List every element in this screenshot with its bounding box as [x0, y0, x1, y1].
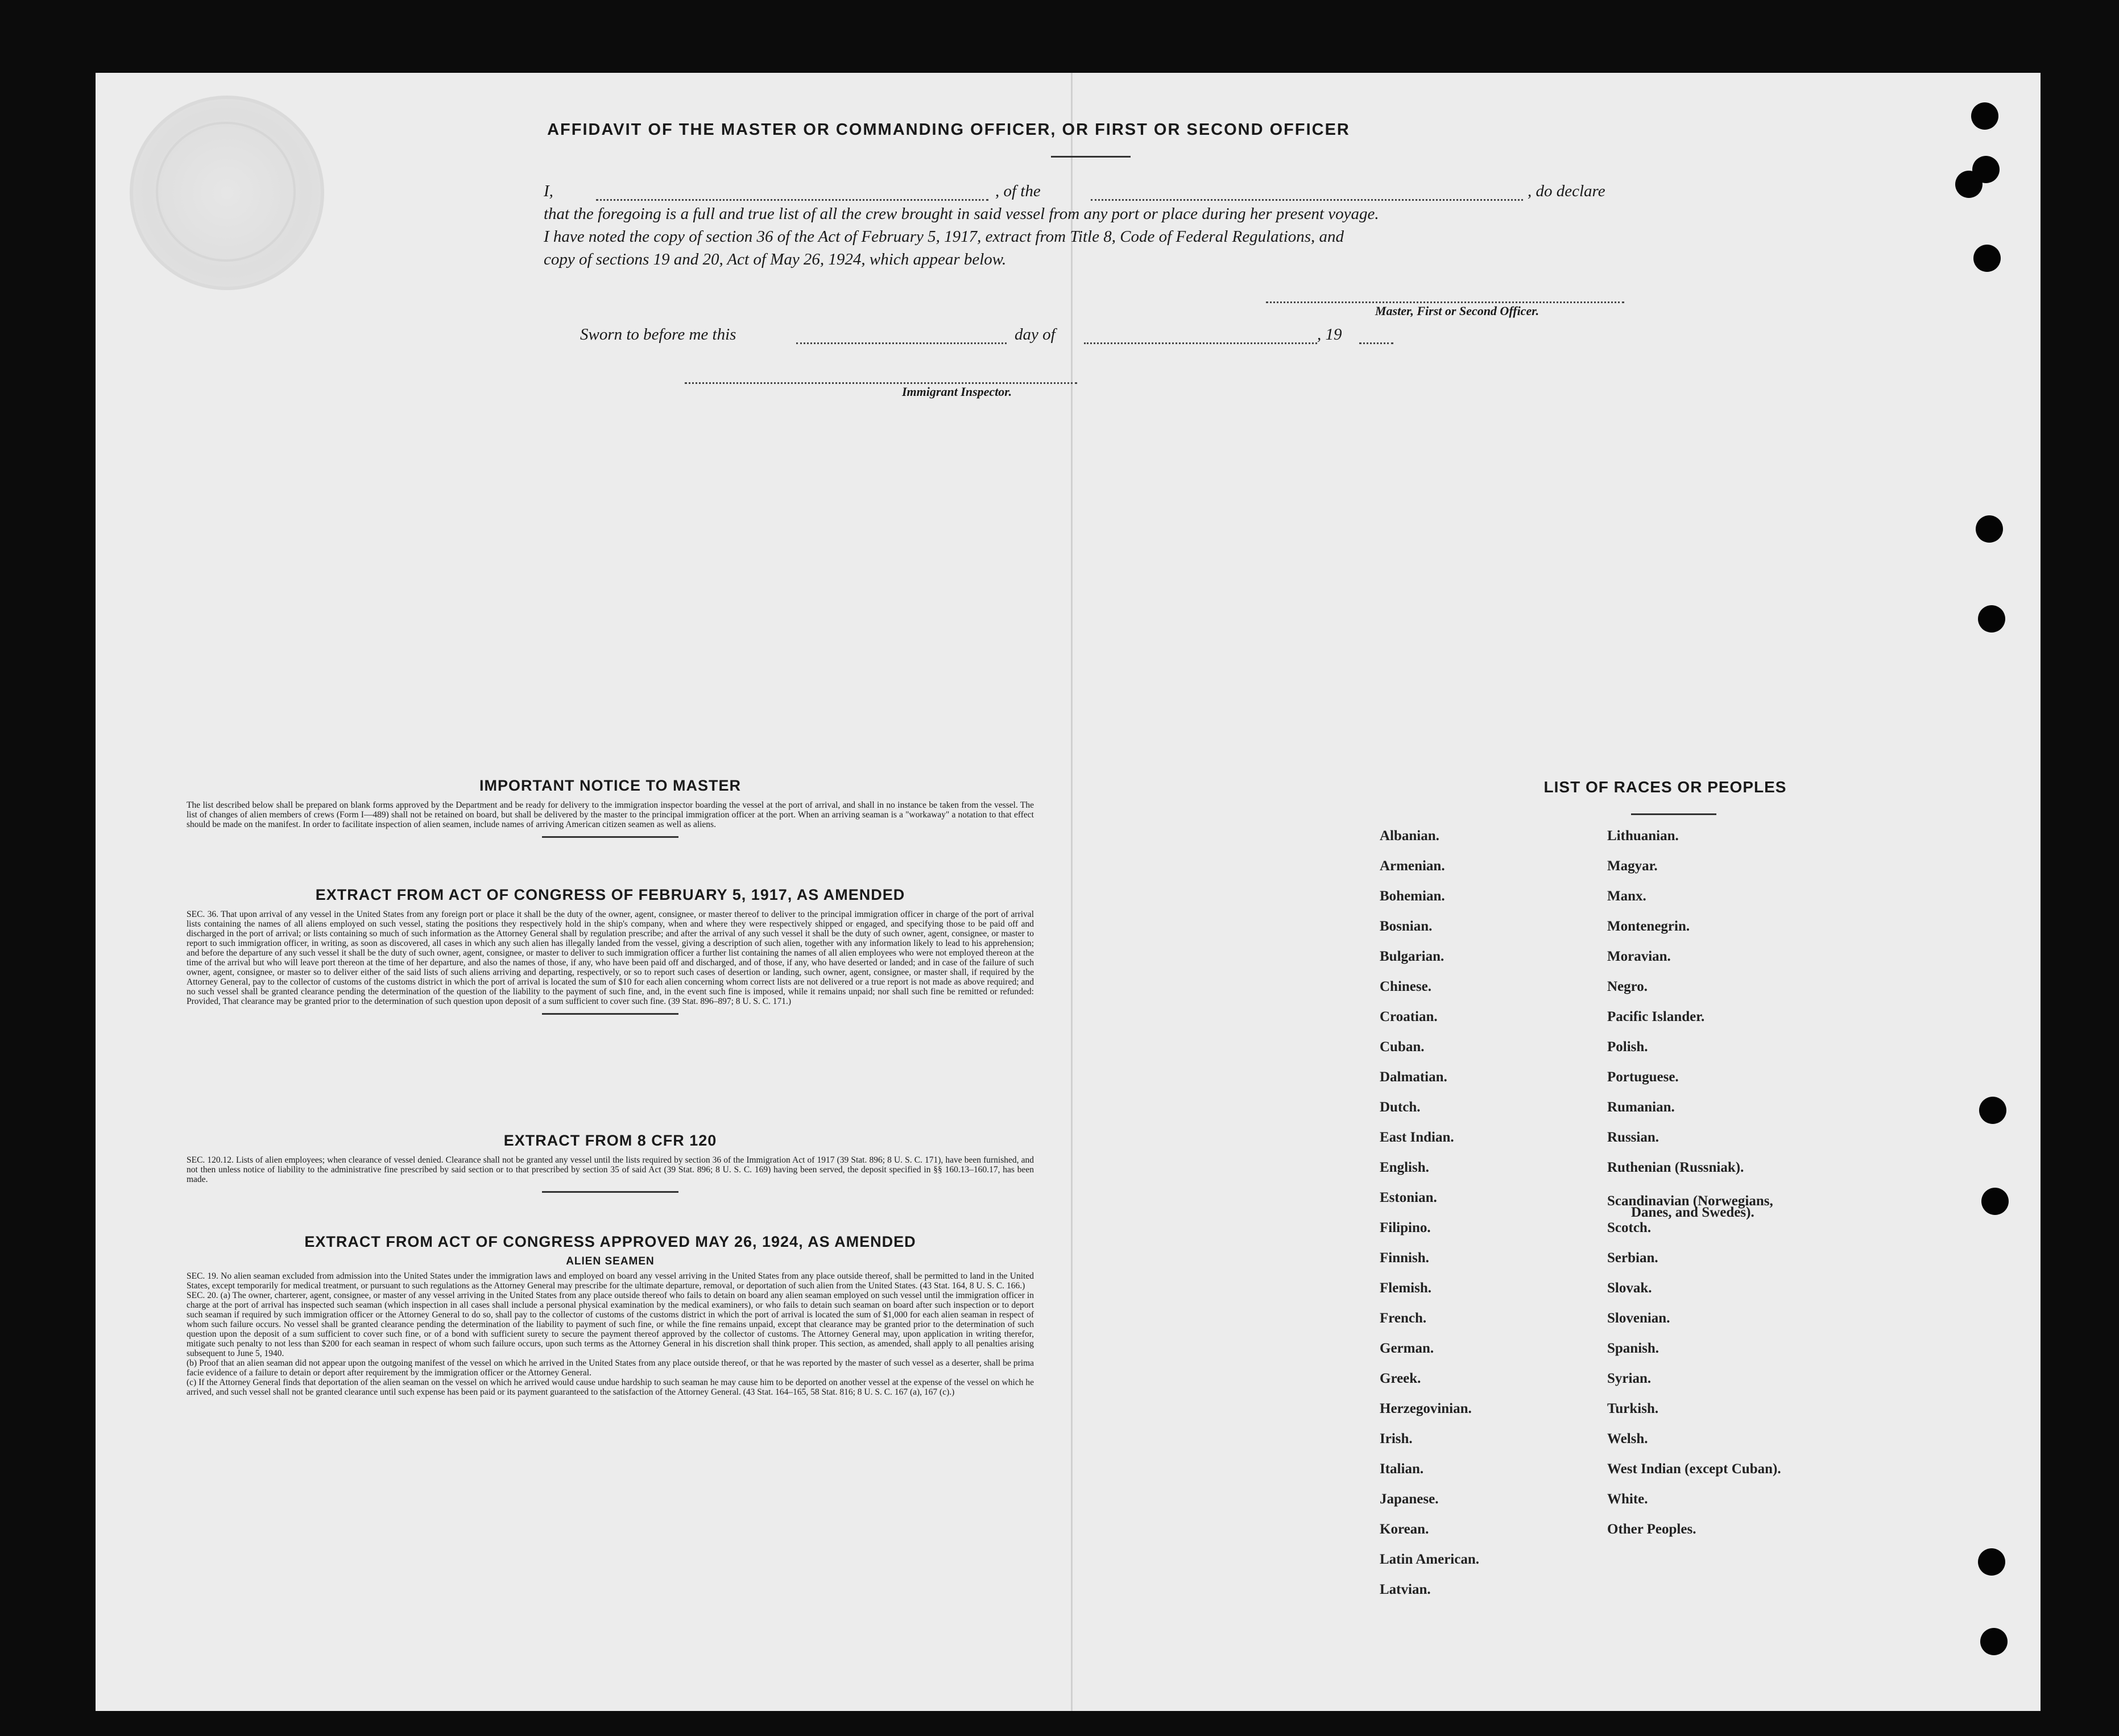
race-item: Latin American. — [1380, 1552, 1479, 1567]
section-rule — [542, 1013, 678, 1015]
race-item: Chinese. — [1380, 979, 1431, 994]
race-item: Scandinavian (Norwegians, — [1607, 1193, 1773, 1209]
punch-hole — [1978, 605, 2005, 633]
race-item: Welsh. — [1607, 1431, 1648, 1446]
notice-text: The list described below shall be prepared on blank forms approved by the Department and be ready for delivery to the immigration inspector boarding the vessel at the port of arrival, and shall in no instance be taken from the vessel. The list of changes of alien members of crews (Form I—489) shall not be retained on board, but shall be delivered by the master to the principal immigration officer at the port. When an arriving seaman is a "workaway" a notation to that effect should be made on the manifest. In order to facilitate inspection of alien seamen, include names of arriving American citizen seamen as well as aliens. — [187, 800, 1034, 829]
document-page — [96, 73, 2041, 1711]
race-item: Portuguese. — [1607, 1069, 1679, 1085]
punch-hole — [1972, 156, 2000, 183]
affidavit-title: AFFIDAVIT OF THE MASTER OR COMMANDING OFFICER, OR FIRST OR SECOND OFFICER — [547, 121, 1350, 139]
sec20b-text: (b) Proof that an alien seaman did not appear upon the outgoing manifest of the vessel on which he arrived in the United States from any place outside thereof, or that he was reported by the master of such vessel as a deserter, shall be prima facie evidence of a failure to detain or deport after requirement by the immigration officer or the Attorney General. — [187, 1358, 1034, 1378]
page-fold — [1071, 73, 1073, 1711]
extract-1924-section — [187, 1233, 1034, 1397]
race-item: Syrian. — [1607, 1371, 1652, 1386]
race-item: Rumanian. — [1607, 1100, 1675, 1115]
race-item: Italian. — [1380, 1461, 1424, 1477]
race-item: Russian. — [1607, 1130, 1659, 1145]
punch-hole — [1981, 1188, 2009, 1215]
extract-1924-title: EXTRACT FROM ACT OF CONGRESS APPROVED MAY 26, 1924, AS AMENDED — [304, 1233, 916, 1250]
race-item: Slovenian. — [1607, 1311, 1670, 1326]
extract-1924-subtitle: ALIEN SEAMEN — [566, 1255, 655, 1267]
day-of-text: day of — [1015, 325, 1056, 344]
race-item: Filipino. — [1380, 1220, 1431, 1235]
affidavit-line2: that the foregoing is a full and true list of all the crew brought in said vessel from any port or place during her present voyage. — [544, 205, 1379, 223]
race-item: German. — [1380, 1341, 1434, 1356]
race-item: Flemish. — [1380, 1280, 1431, 1296]
punch-hole — [1976, 515, 2003, 543]
race-item: Croatian. — [1380, 1009, 1438, 1024]
race-item: Negro. — [1607, 979, 1648, 994]
affidavit-line4: copy of sections 19 and 20, Act of May 26, 1924, which appear below. — [544, 250, 1007, 268]
section-rule — [542, 836, 678, 838]
punch-hole — [1971, 102, 1998, 130]
sworn-day-blank[interactable] — [796, 342, 1007, 344]
sec20c-text: (c) If the Attorney General finds that deportation of the alien seaman on the vessel on which he arrived would cause undue hardship to such seaman he may cause him to be deported on another vessel at the expense of the vessel on which he arrived, and such vessel shall not be granted clearance until such expense has been paid or its payment guaranteed to the satisfaction of the Attorney General. (43 Stat. 164–165, 58 Stat. 816; 8 U. S. C. 167 (a), 167 (c).) — [187, 1378, 1034, 1397]
race-item: Greek. — [1380, 1371, 1421, 1386]
race-item: Latvian. — [1380, 1582, 1431, 1597]
race-item: Slovak. — [1607, 1280, 1652, 1296]
race-item: Albanian. — [1380, 828, 1439, 844]
inspector-signature-line[interactable] — [685, 382, 1077, 384]
race-item: Cuban. — [1380, 1039, 1425, 1055]
affidavit-of-the: , of the — [995, 182, 1041, 200]
race-item: Turkish. — [1607, 1401, 1659, 1416]
race-item: Irish. — [1380, 1431, 1413, 1446]
sec19-text: SEC. 19. No alien seaman excluded from admission into the United States under the immigration laws and employed on board any vessel arriving in the United States from any place outside thereof, shall be permitted to land in the United States, except temporarily for medical treatment, or pursuant to such regulations as the Attorney General may prescribe for the ultimate departure, removal, or deportation of such alien from the United States. (43 Stat. 164, 8 U. S. C. 166.) — [187, 1271, 1034, 1291]
races-title-rule — [1631, 813, 1716, 815]
punch-hole — [1973, 245, 2001, 272]
race-item: Danes, and Swedes). — [1631, 1205, 1754, 1220]
race-item: Magyar. — [1607, 858, 1658, 874]
race-item: French. — [1380, 1311, 1427, 1326]
race-item: East Indian. — [1380, 1130, 1454, 1145]
race-item: Dalmatian. — [1380, 1069, 1447, 1085]
notice-section — [187, 777, 1034, 838]
extract-cfr-text: SEC. 120.12. Lists of alien employees; when clearance of vessel denied. Clearance shall not be granted any vessel until the lists required by section 36 of the Immigration Act of 1917 (39 Stat. 896; 8 U. S. C. 171), have been furnished, and not then unless notice of liability to the administrative fine prescribed by said section or to that prescribed by section 35 of said Act (39 Stat. 896; 8 U. S. C. 169) having been served, the deposit specified in §§ 160.13–160.17, has been made. — [187, 1155, 1034, 1184]
race-item: Korean. — [1380, 1522, 1429, 1537]
master-signature-line[interactable] — [1266, 301, 1624, 303]
race-item: Estonian. — [1380, 1190, 1437, 1205]
race-item: Pacific Islander. — [1607, 1009, 1705, 1024]
race-item: Serbian. — [1607, 1250, 1658, 1266]
year-blank[interactable] — [1359, 342, 1393, 344]
sec20a-text: SEC. 20. (a) The owner, charterer, agent, consignee, or master of any vessel arriving in the United States from any place outside thereof who fails to detain on board any alien seaman employed on such vessel until the immigration officer in charge at the port of arrival has inspected such seaman (which inspection in all cases shall include a personal physical examination by the medical examiners), or who fails to detain such seaman on board after such inspection or to deport such seaman if required by such immigration officer or the Attorney General to do so, shall pay to the collector of customs of the customs district in which the port of arrival is located the sum of $1,000 for each alien seaman in respect of whom such failure occurs. No vessel shall be granted clearance pending the determination of the liability to payment of such fine, or while the fine remains unpaid, except that clearance may be granted prior to the determination of such question upon the deposit of a sum sufficient to cover such fine, or of a bond with sufficient surety to secure the payment thereof approved by the collector of customs. The Attorney General may, upon application in writing therefor, mitigate such penalty to not less than $200 for each seaman in respect of whom such failure occurs, upon such terms as the Attorney General in his discretion shall think proper. This section, as amended, shall apply to all penalties arising subsequent to June 5, 1940. — [187, 1291, 1034, 1358]
month-blank[interactable] — [1084, 342, 1317, 344]
affidavit-do-declare: , do declare — [1528, 182, 1605, 200]
extract-cfr-section — [187, 1132, 1034, 1193]
name-blank[interactable] — [596, 199, 988, 201]
extract-1917-section — [187, 886, 1034, 1015]
punch-hole — [1980, 1628, 2008, 1655]
race-item: Lithuanian. — [1607, 828, 1679, 844]
punch-hole — [1979, 1097, 2006, 1124]
race-item: Manx. — [1607, 888, 1646, 904]
affidavit-i: I, — [544, 182, 553, 200]
title-rule — [1051, 156, 1131, 158]
race-item: West Indian (except Cuban). — [1607, 1461, 1781, 1477]
race-item: English. — [1380, 1160, 1429, 1175]
section-rule — [542, 1191, 678, 1193]
sworn-text: Sworn to before me this — [580, 325, 736, 344]
race-item: Bohemian. — [1380, 888, 1445, 904]
races-title: LIST OF RACES OR PEOPLES — [1543, 778, 1787, 796]
race-item: Ruthenian (Russniak). — [1607, 1160, 1744, 1175]
race-item: Japanese. — [1380, 1491, 1439, 1507]
race-item: Montenegrin. — [1607, 919, 1690, 934]
affidavit-line3: I have noted the copy of section 36 of the Act of February 5, 1917, extract from Title 8, Code of Federal Regulations, and — [544, 228, 1344, 246]
year-text: , 19 — [1317, 325, 1342, 344]
race-item: Herzegovinian. — [1380, 1401, 1472, 1416]
race-item: White. — [1607, 1491, 1648, 1507]
extract-1917-title: EXTRACT FROM ACT OF CONGRESS OF FEBRUARY 5, 1917, AS AMENDED — [315, 886, 905, 903]
race-item: Dutch. — [1380, 1100, 1421, 1115]
race-item: Other Peoples. — [1607, 1522, 1696, 1537]
master-label: Master, First or Second Officer. — [1375, 304, 1539, 318]
race-item: Armenian. — [1380, 858, 1445, 874]
extract-1917-text: SEC. 36. That upon arrival of any vessel in the United States from any foreign port or place it shall be the duty of the owner, agent, consignee, or master thereof to deliver to the principal immigration officer in charge of the port of arrival lists containing the names of all aliens employed on such vessel, stating the positions they respectively hold in the ship's company, when and where they were respectively shipped or engaged, and specifying those to be paid off and discharged in the port of arrival; or lists containing so much of such information as the Attorney General shall by regulation prescribe; and after the arrival of any such vessel it shall be the duty of such owner, agent, consignee, or master to report to such immigration officer, in writing, as soon as discovered, all cases in which any such alien has illegally landed from the vessel, giving a description of such alien, together with any information likely to lead to his apprehension; and before the departure of any such vessel it shall be the duty of such owner, agent, consignee, or master to deliver to such immigration officer a further list containing the names of all alien employees who were not employed thereon at the time of the arrival but who will leave port thereon at the time of her departure, and also the names of those, if any, who have been paid off and discharged, and of those, if any, who have deserted or landed; and in case of the failure of such owner, agent, consignee, or master so to deliver either of the said lists of such aliens arriving and departing, respectively, or so to report such cases of desertion or landing, such owner, agent, consignee, or master shall, if required by the Attorney General, pay to the collector of customs of the customs district in which the port of arrival is located the sum of $10 for each alien concerning whom correct lists are not delivered or a true report is not made as above required; and no such vessel shall be granted clearance pending the determination of the question of the liability to the payment of such fine, and, in the event such fine is imposed, while it remains unpaid; nor shall such fine be remitted or refunded: Provided, That clearance may be granted prior to the determination of such question upon deposit of a sum sufficient to cover such fine. (39 Stat. 896–897; 8 U. S. C. 171.) — [187, 910, 1034, 1006]
race-item: Finnish. — [1380, 1250, 1429, 1266]
race-item: Bosnian. — [1380, 919, 1433, 934]
notice-title: IMPORTANT NOTICE TO MASTER — [479, 777, 741, 794]
extract-cfr-title: EXTRACT FROM 8 CFR 120 — [503, 1132, 717, 1149]
embossed-seal — [130, 96, 324, 290]
vessel-blank[interactable] — [1091, 199, 1523, 201]
race-item: Bulgarian. — [1380, 949, 1445, 964]
race-item: Polish. — [1607, 1039, 1648, 1055]
seal-inner-ring — [156, 122, 296, 262]
race-item: Moravian. — [1607, 949, 1671, 964]
punch-hole — [1978, 1548, 2005, 1576]
race-item: Scotch. — [1607, 1220, 1652, 1235]
inspector-label: Immigrant Inspector. — [902, 385, 1012, 399]
race-item: Spanish. — [1607, 1341, 1659, 1356]
